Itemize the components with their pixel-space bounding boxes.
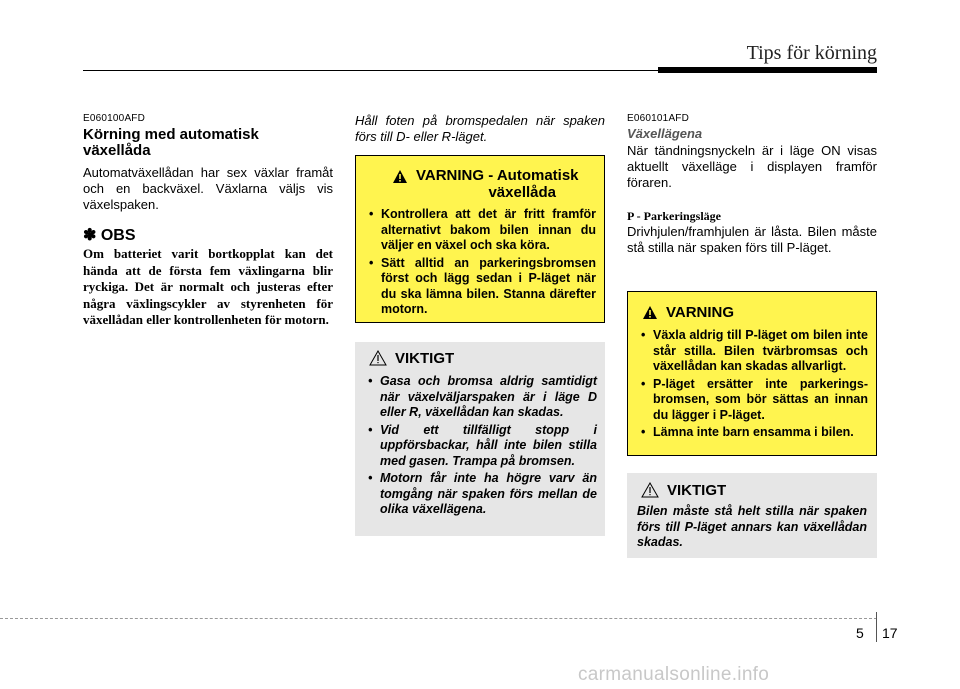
viktigt-text: Bilen måste stå helt stilla när spaken förs till P-läget annars kan växellådan skadas. (637, 504, 867, 549)
header-rule (83, 70, 663, 71)
viktigt-item: • Motorn får inte ha högre varv än tomgång när spaken förs mellan de olika växellägena. (365, 471, 597, 518)
warning-title-line1: VARNING - Automatisk (416, 167, 579, 184)
viktigt-box-2 (627, 473, 877, 558)
subheading: Växellägena (627, 126, 703, 141)
warning-title-line2: växellåda (488, 184, 557, 201)
header-rule-thick (658, 67, 877, 73)
page-number: 17 (882, 625, 898, 641)
section-title: Körning med automatisk växellåda (83, 126, 259, 159)
warning-triangle-icon (642, 305, 658, 324)
section-code: E060100AFD (83, 113, 146, 124)
warning-box-automatic (355, 155, 605, 323)
warning-item: • Lämna inte barn ensamma i bilen. (638, 425, 868, 441)
intro-text: Håll foten på bromspedalen när spaken förs till D- eller R-läget. (355, 113, 605, 144)
obs-text: Om batteriet varit bortkopplat kan det hända att de första fem växlingarna blir ryckiga. Det är normalt och justeras efter några växlingscykler av styrenheten för växellådan eller kontrollenheten för motorn. (83, 246, 333, 327)
chapter-number: 5 (856, 625, 864, 641)
viktigt-box-1 (355, 342, 605, 536)
section-body: När tändningsnyckeln är i läge ON visas aktuellt växelläge i displayen framför föraren. (627, 143, 877, 190)
viktigt-item: • Vid ett tillfälligt stopp i uppförsbackar, håll inte bilen stilla med gasen. Trampa på bromsen. (365, 423, 597, 470)
viktigt-item: • Gasa och bromsa aldrig samtidigt när växelväljarspaken är i läge D eller R, växellådan kan skadas. (365, 374, 597, 421)
warning-title: VARNING (666, 304, 735, 321)
caution-triangle-outline-icon (369, 350, 387, 370)
warning-box-park (627, 291, 877, 456)
page-header-title: Tips för körning (746, 42, 877, 64)
warning-item: • Kontrollera att det är fritt framför alternativt bakom bilen innan du väljer en växel och ska köra. (366, 207, 596, 254)
footer-rule (0, 618, 877, 619)
watermark: carmanualsonline.info (578, 664, 770, 685)
park-body: Drivhjulen/framhjulen är låsta. Bilen måste stå stilla när spaken förs till P-läget. (627, 224, 877, 255)
section-body: Automatväxellådan har sex växlar framåt och en backväxel. Växlarna väljs vis växelspaken. (83, 165, 333, 212)
viktigt-title: VIKTIGT (395, 350, 455, 367)
warning-triangle-icon (392, 169, 408, 188)
caution-triangle-outline-icon (641, 482, 659, 502)
section-code: E060101AFD (627, 113, 690, 124)
footer-divider (876, 612, 877, 642)
warning-item: • Växla aldrig till P-läget om bilen inte står stilla. Bilen tvärbromsas och växellådan kan skadas allvarligt. (638, 328, 868, 375)
warning-item: • Sätt alltid an parkeringsbromsen först och lägg sedan i P-läget när du ska lämna bilen. Stanna därefter motorn. (366, 256, 596, 318)
park-heading: P - Parkeringsläge (627, 209, 721, 223)
obs-heading: ✽ OBS (83, 227, 136, 244)
warning-item: • P-läget ersätter inte parkerings-bromsen, som bör sättas an innan du lägger i P-läget. (638, 377, 868, 424)
viktigt-title: VIKTIGT (667, 482, 727, 499)
